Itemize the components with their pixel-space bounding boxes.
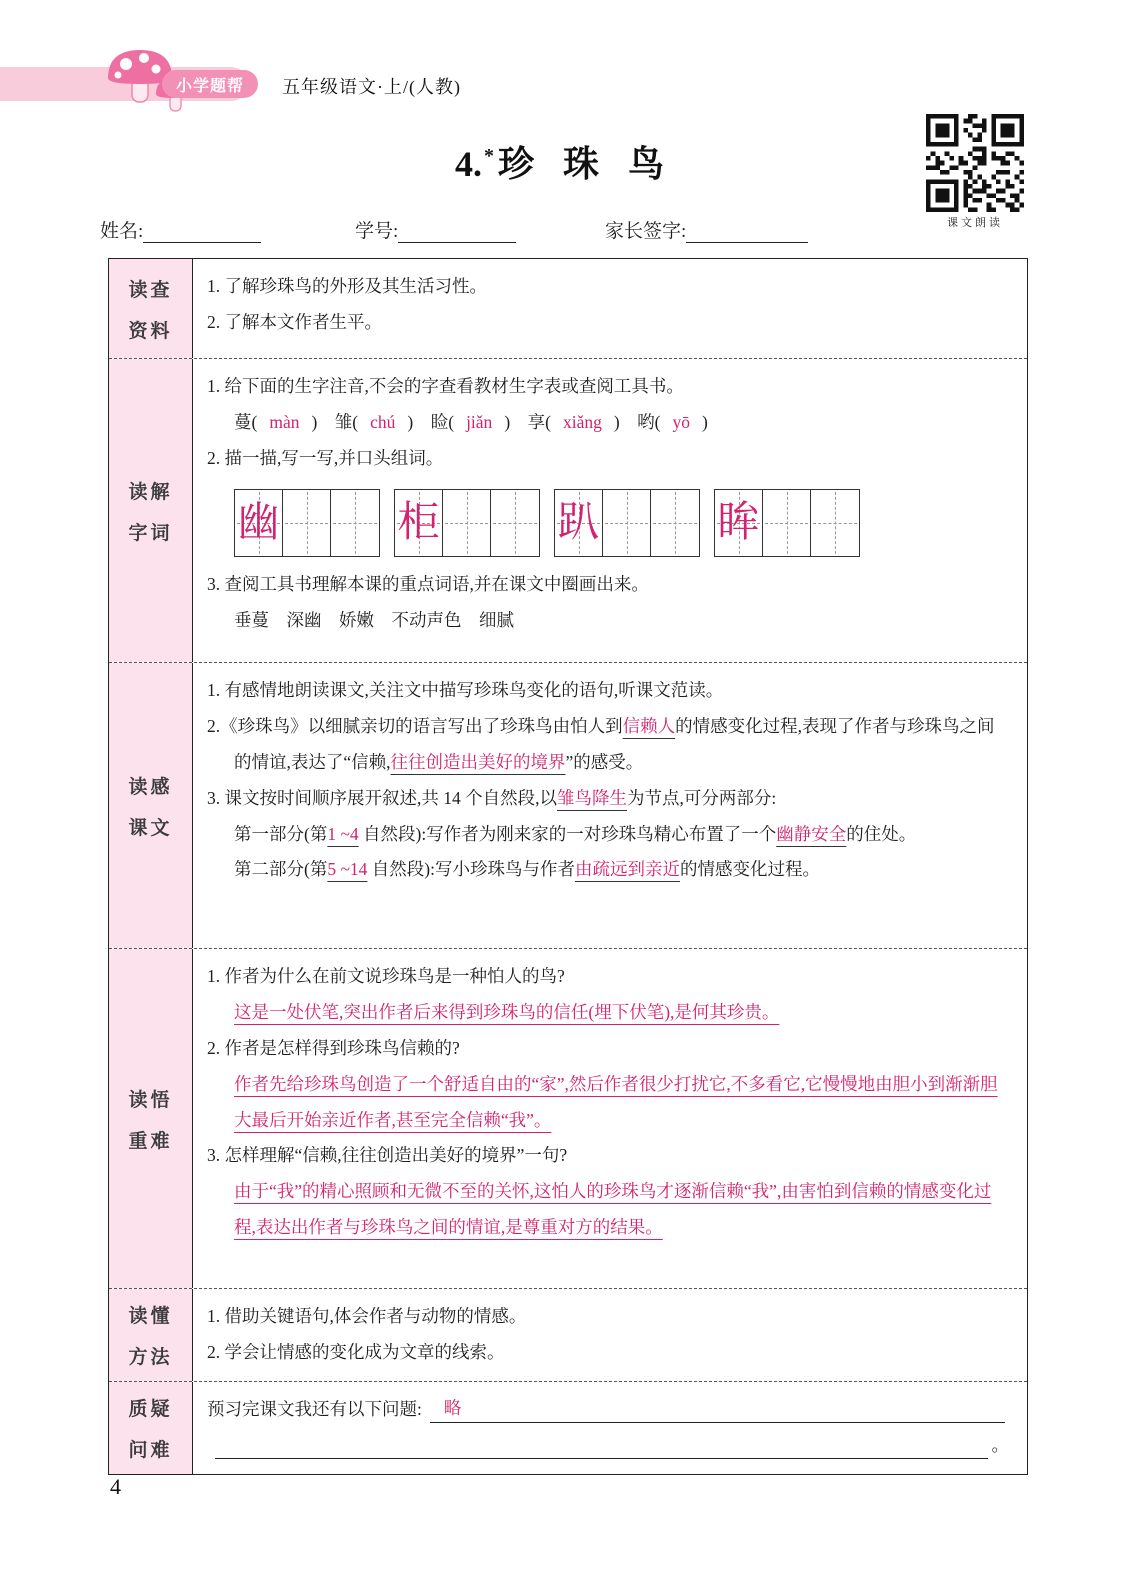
- section-content: [193, 949, 1027, 1288]
- section-label-line: 课文: [128, 817, 173, 839]
- name-label: 姓名:: [100, 221, 144, 242]
- text-run: 1. 给下面的生字注音,不会的字查看教材生字表或查阅工具书。: [207, 376, 684, 396]
- text-line: [207, 995, 1009, 1031]
- section-label: [109, 359, 193, 662]
- text-line: [207, 1067, 1009, 1139]
- writing-grid-cell[interactable]: [331, 490, 379, 556]
- table-row: [109, 949, 1027, 1289]
- blank-answer-line: [207, 1428, 1009, 1464]
- text-run: 2. 描一描,写一写,并口头组词。: [207, 447, 444, 468]
- name-input-line[interactable]: [143, 221, 261, 243]
- writing-grid-block[interactable]: [394, 489, 540, 557]
- text-run: 3. 查阅工具书理解本课的重点词语,并在课文中圈画出来。: [207, 573, 649, 594]
- text-run: 2. 学会让情感的变化成为文章的线索。: [207, 1341, 505, 1362]
- text-line: [207, 269, 1009, 305]
- text-run: ): [702, 411, 708, 432]
- text-run: 1. 了解珍珠鸟的外形及其生活习性。: [207, 276, 487, 296]
- text-run: 1. 有感情地朗读课文,关注文中描写珍珠鸟变化的语句,听课文范读。: [207, 680, 724, 700]
- table-row: [109, 1382, 1027, 1474]
- section-label-line: 质疑: [128, 1398, 173, 1420]
- practice-character: 眸: [717, 499, 760, 546]
- edition-text: 五年级语文·上/(人教): [282, 77, 461, 97]
- practice-character: 趴: [557, 499, 600, 546]
- section-content: [193, 359, 1027, 662]
- text-run: 3. 怎样理解“信赖,往往创造出美好的境界”一句?: [207, 1145, 568, 1166]
- writing-grid-cell[interactable]: [395, 490, 443, 556]
- text-run: 的情感变化过程,表现了作者与珍珠鸟之间的情谊,表达了“信赖,: [234, 715, 995, 772]
- section-label-line: 读查: [128, 279, 173, 301]
- handwritten-answer: 1 ~4: [327, 823, 359, 844]
- text-line: [207, 817, 1009, 853]
- student-id-field: [355, 216, 516, 243]
- handwritten-answer: 5 ~14: [327, 859, 368, 880]
- qr-code-block: [926, 114, 1024, 230]
- writing-grid-cell[interactable]: [811, 490, 859, 556]
- section-label-line: 方法: [128, 1346, 173, 1368]
- text-line: [207, 603, 1009, 639]
- section-content: [193, 1382, 1027, 1474]
- section-label: [109, 1382, 193, 1474]
- text-line: [207, 1299, 1009, 1335]
- writing-grid-cell[interactable]: [715, 490, 763, 556]
- qr-code-icon: [926, 114, 1024, 212]
- writing-grid-block[interactable]: [234, 489, 380, 557]
- lesson-star: *: [483, 145, 494, 167]
- writing-grid-row: [234, 489, 1009, 557]
- writing-grid-cell[interactable]: [603, 490, 651, 556]
- writing-grid-cell[interactable]: [283, 490, 331, 556]
- section-label-line: 读解: [128, 481, 173, 503]
- page-number: 4: [110, 1474, 121, 1499]
- section-label-line: 重难: [128, 1130, 173, 1152]
- lesson-name: 珍 珠 鸟: [497, 144, 674, 184]
- lesson-number: 4.: [454, 144, 482, 184]
- practice-character: 幽: [237, 499, 280, 546]
- handwritten-answer: 这是一处伏笔,突出作者后来得到珍珠鸟的信任(埋下伏笔),是何其珍贵。: [234, 1001, 780, 1022]
- blank-answer-line: [207, 1392, 1009, 1428]
- text-line: [207, 781, 1009, 817]
- pinyin-answer: jiǎn: [466, 411, 493, 432]
- text-run: 2. 作者是怎样得到珍珠鸟信赖的?: [207, 1037, 460, 1058]
- handwritten-answer: 信赖人: [622, 715, 676, 736]
- text-run: 1. 作者为什么在前文说珍珠鸟是一种怕人的鸟?: [207, 966, 565, 986]
- handwritten-answer: 往往创造出美好的境界: [390, 751, 566, 772]
- writing-grid-cell[interactable]: [763, 490, 811, 556]
- section-content: [193, 663, 1027, 948]
- text-line: [207, 1138, 1009, 1174]
- writing-grid-cell[interactable]: [235, 490, 283, 556]
- handwritten-answer: 由疏远到亲近: [575, 859, 680, 880]
- section-label-line: 读感: [128, 776, 173, 798]
- text-run: ) 睑(: [407, 411, 455, 432]
- text-run: 垂蔓 深幽 娇嫩 不动声色 细腻: [234, 609, 514, 630]
- text-line: [207, 709, 1009, 781]
- table-row: [109, 663, 1027, 949]
- writing-grid-cell[interactable]: [651, 490, 699, 556]
- text-run: 2. 了解本文作者生平。: [207, 311, 382, 332]
- text-line: [207, 369, 1009, 405]
- section-content: [193, 259, 1027, 358]
- qr-caption: 课文朗读: [947, 217, 1003, 229]
- writing-grid-cell[interactable]: [443, 490, 491, 556]
- text-run: 第二部分(第: [234, 859, 328, 880]
- text-run: ) 哟(: [613, 411, 661, 432]
- section-content: [193, 1289, 1027, 1381]
- brand-badge: [162, 70, 258, 98]
- name-field: [100, 216, 261, 243]
- handwritten-answer: 作者先给珍珠鸟创造了一个舒适自由的“家”,然后作者很少打扰它,不多看它,它慢慢地由胆小到渐渐胆大最后开始亲近作者,甚至完全信赖“我”。: [234, 1073, 998, 1130]
- text-run: ) 雏(: [311, 411, 359, 432]
- worksheet-table: [108, 258, 1028, 1475]
- student-id-input-line[interactable]: [398, 221, 516, 243]
- brand-label: 小学题帮: [175, 77, 244, 95]
- parent-signature-field: [605, 216, 808, 243]
- blank-line-prompt: 预习完课文我还有以下问题:: [207, 1398, 422, 1419]
- table-row: [109, 1289, 1027, 1382]
- section-label-line: 资料: [128, 320, 173, 342]
- writing-grid-cell[interactable]: [491, 490, 539, 556]
- text-run: 第一部分(第: [234, 823, 328, 844]
- writing-grid-block[interactable]: [554, 489, 700, 557]
- section-label: [109, 663, 193, 948]
- student-id-label: 学号:: [355, 221, 399, 242]
- text-run: 为节点,可分两部分:: [627, 787, 777, 808]
- text-line: [207, 1335, 1009, 1371]
- parent-signature-input-line[interactable]: [686, 221, 808, 243]
- text-run: 的情感变化过程。: [680, 859, 820, 880]
- text-line: [207, 852, 1009, 888]
- handwritten-answer: 由于“我”的精心照顾和无微不至的关怀,这怕人的珍珠鸟才逐渐信赖“我”,由害怕到信赖的情感变化过程,表达出作者与珍珠鸟之间的情谊,是尊重对方的结果。: [234, 1181, 992, 1238]
- text-line: [207, 1031, 1009, 1067]
- text-run: ”的感受。: [565, 751, 644, 772]
- section-label: [109, 1289, 193, 1381]
- answer-input-line[interactable]: [215, 1429, 988, 1459]
- handwritten-answer: 雏鸟降生: [557, 787, 627, 808]
- text-run: 2.《珍珠鸟》以细腻亲切的语言写出了珍珠鸟由怕人到: [207, 715, 623, 736]
- table-row: [109, 359, 1027, 663]
- section-label-line: 读懂: [128, 1305, 173, 1327]
- text-line: [207, 305, 1009, 341]
- text-line: [207, 441, 1009, 477]
- pinyin-answer: chú: [370, 411, 396, 432]
- text-run: 3. 课文按时间顺序展开叙述,共 14 个自然段,以: [207, 787, 557, 808]
- text-line: [207, 673, 1009, 709]
- pinyin-answer: xiǎng: [562, 411, 602, 432]
- writing-grid-block[interactable]: [714, 489, 860, 557]
- text-line: [207, 959, 1009, 995]
- parent-signature-label: 家长签字:: [605, 221, 687, 242]
- text-run: 自然段):写小珍珠鸟与作者: [367, 859, 575, 880]
- writing-grid-cell[interactable]: [555, 490, 603, 556]
- text-run: 的住处。: [846, 823, 917, 844]
- pinyin-answer: yō: [672, 411, 691, 432]
- table-row: [109, 259, 1027, 359]
- text-line: [207, 1174, 1009, 1246]
- section-label: [109, 259, 193, 358]
- practice-character: 柜: [397, 499, 440, 546]
- text-run: 蔓(: [234, 411, 258, 432]
- blank-line-suffix: 。: [991, 1434, 1009, 1455]
- text-run: 1. 借助关键语句,体会作者与动物的情感。: [207, 1306, 527, 1326]
- answer-input-line[interactable]: 略: [430, 1393, 1005, 1423]
- pinyin-answer: màn: [269, 411, 300, 432]
- text-line: [207, 567, 1009, 603]
- text-line: [207, 405, 1009, 441]
- handwritten-answer: 幽静安全: [776, 823, 847, 844]
- section-label: [109, 949, 193, 1288]
- text-run: 自然段):写作者为刚来家的一对珍珠鸟精心布置了一个: [358, 823, 777, 844]
- section-label-line: 读悟: [128, 1089, 173, 1111]
- section-label-line: 问难: [128, 1439, 173, 1461]
- text-run: ) 享(: [504, 411, 551, 432]
- student-info-row: [100, 216, 1030, 242]
- section-label-line: 字词: [128, 522, 173, 544]
